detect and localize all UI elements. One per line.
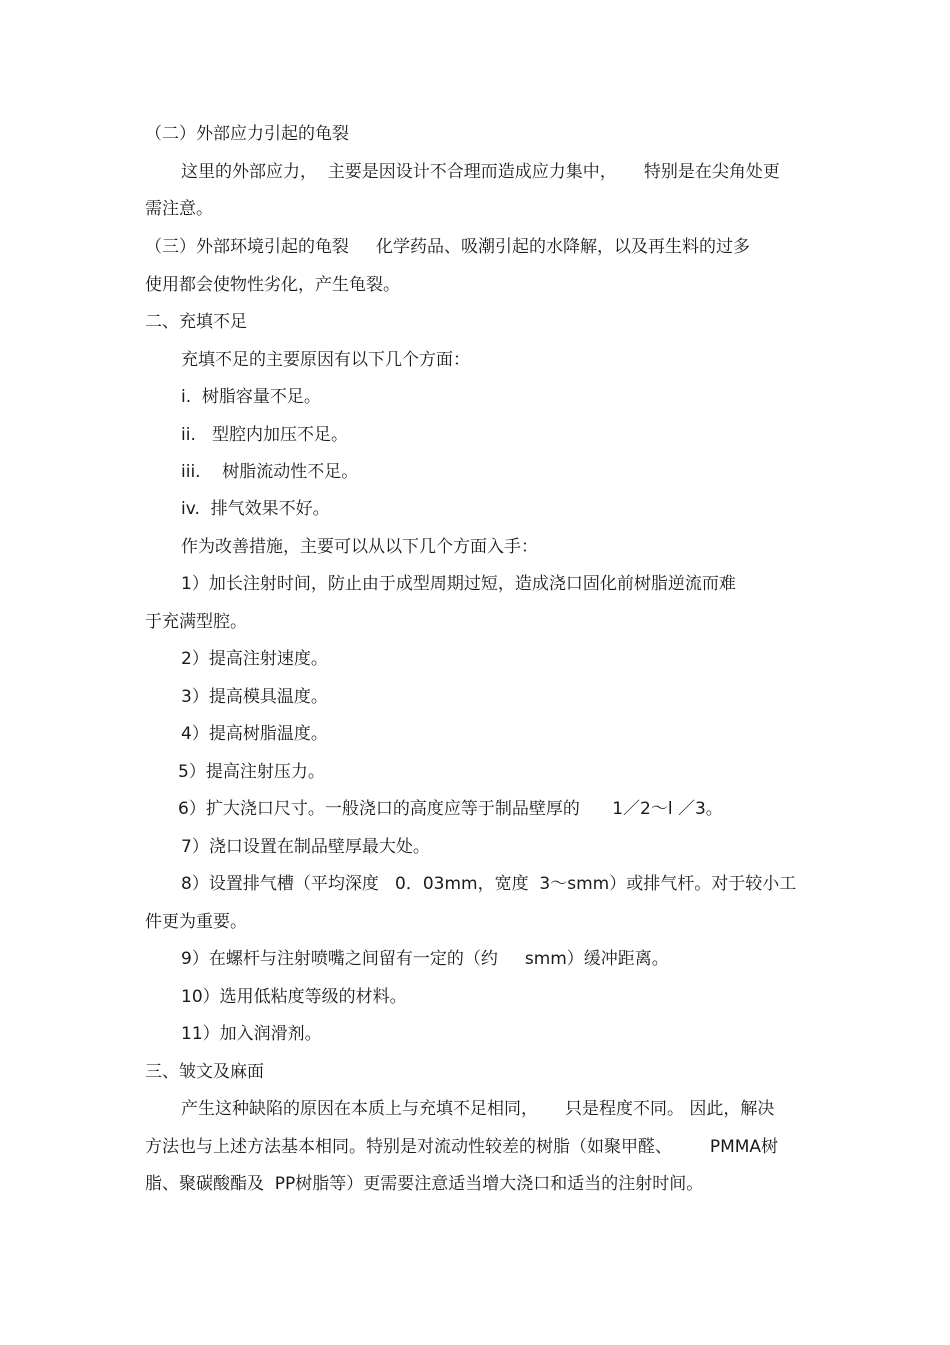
- paragraph-line: 产生这种缺陷的原因在本质上与充填不足相同， 只是程度不同。 因此，解决: [181, 1099, 775, 1119]
- list-item: iii. 树脂流动性不足。: [181, 462, 359, 482]
- section-heading: 二、充填不足: [145, 312, 247, 332]
- paragraph-line: 方法也与上述方法基本相同。特别是对流动性较差的树脂（如聚甲醛、 PMMA树: [145, 1137, 779, 1157]
- section-heading: （三）外部环境引起的龟裂 化学药品、吸潮引起的水降解，以及再生料的过多: [145, 237, 751, 257]
- list-item: 9）在螺杆与注射喷嘴之间留有一定的（约 smm）缓冲距离。: [181, 949, 669, 969]
- list-item: 5）提高注射压力。: [178, 762, 325, 782]
- list-item: 4）提高树脂温度。: [181, 724, 328, 744]
- list-item: 11）加入润滑剂。: [181, 1024, 322, 1044]
- list-item: 10）选用低粘度等级的材料。: [181, 987, 407, 1007]
- section-heading: 三、皱文及麻面: [145, 1062, 264, 1082]
- list-item: 8）设置排气槽（平均深度 0．03mm，宽度 3～smm）或排气杆。对于较小工: [181, 874, 797, 894]
- paragraph-line: 件更为重要。: [145, 912, 247, 932]
- paragraph-line: 使用都会使物性劣化，产生龟裂。: [145, 275, 400, 295]
- paragraph-line: 需注意。: [145, 199, 213, 219]
- paragraph-line: 作为改善措施，主要可以从以下几个方面入手：: [181, 537, 538, 557]
- paragraph-line: 这里的外部应力， 主要是因设计不合理而造成应力集中， 特别是在尖角处更: [181, 162, 780, 182]
- paragraph-line: 于充满型腔。: [145, 612, 247, 632]
- list-item: ii. 型腔内加压不足。: [181, 425, 349, 445]
- paragraph-line: 充填不足的主要原因有以下几个方面：: [181, 350, 470, 370]
- section-heading: （二）外部应力引起的龟裂: [145, 124, 349, 144]
- list-item: iv. 排气效果不好。: [181, 499, 330, 519]
- list-item: 6）扩大浇口尺寸。一般浇口的高度应等于制品壁厚的 1／2～l ／3。: [178, 799, 723, 819]
- list-item: 3）提高模具温度。: [181, 687, 328, 707]
- list-item: 7）浇口设置在制品壁厚最大处。: [181, 837, 430, 857]
- list-item: i. 树脂容量不足。: [181, 387, 321, 407]
- paragraph-line: 脂、聚碳酸酯及 PP树脂等）更需要注意适当增大浇口和适当的注射时间。: [145, 1174, 704, 1194]
- list-item: 2）提高注射速度。: [181, 649, 328, 669]
- list-item: 1）加长注射时间，防止由于成型周期过短，造成浇口固化前树脂逆流而难: [181, 574, 736, 594]
